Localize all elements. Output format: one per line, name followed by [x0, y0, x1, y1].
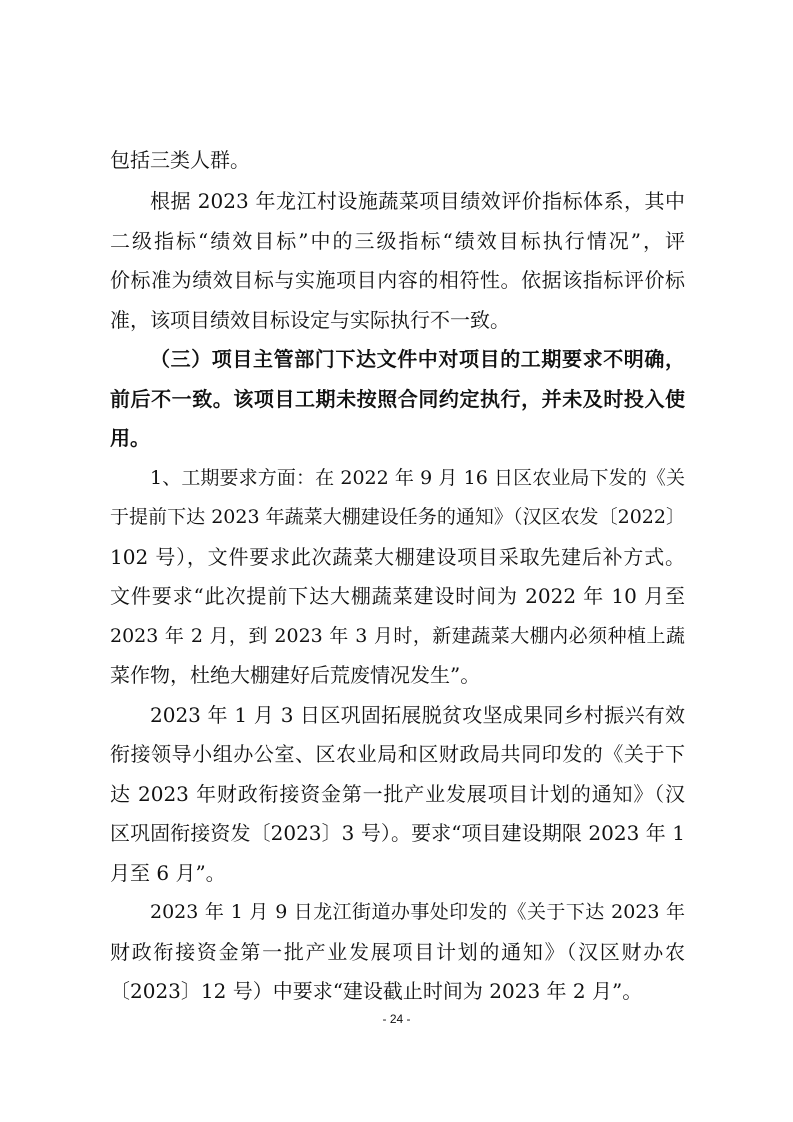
text-line-21: 财政衔接资金第一批产业发展项目计划的通知》（汉区财办农: [110, 940, 685, 964]
text-line-18: 区巩固衔接资发〔2023〕3 号）。要求“项目建设期限 2023 年 1: [110, 821, 685, 845]
text-line-4: 价标准为绩效目标与实施项目内容的相符性。依据该指标评价标: [110, 268, 685, 292]
text-line-14: 菜作物，杜绝大棚建好后荒废情况发生”。: [110, 663, 481, 687]
text-line-20: 2023 年 1 月 9 日龙江街道办事处印发的《关于下达 2023 年: [150, 901, 685, 923]
section-heading-3-cont: 前后不一致。该项目工期未按照合同约定执行，并未及时投入使: [110, 387, 685, 411]
text-line-10: 于提前下达 2023 年蔬菜大棚建设任务的通知》（汉区农发〔2022〕: [110, 506, 685, 528]
text-line-22: 〔2023〕12 号）中要求“建设截止时间为 2023 年 2 月”。: [110, 979, 643, 1003]
text-line-3: 二级指标“绩效目标”中的三级指标“绩效目标执行情况”，评: [110, 229, 685, 253]
text-line-17: 达 2023 年财政衔接资金第一批产业发展项目计划的通知》（汉: [110, 782, 685, 806]
page-number: - 24 -: [382, 1012, 411, 1026]
section-heading-3: （三）项目主管部门下达文件中对项目的工期要求不明确，: [150, 347, 685, 371]
text-line-16: 衔接领导小组办公室、区农业局和区财政局共同印发的《关于下: [110, 742, 685, 766]
text-line-2: 根据 2023 年龙江村设施蔬菜项目绩效评价指标体系，其中: [150, 189, 685, 213]
text-line-15: 2023 年 1 月 3 日区巩固拓展脱贫攻坚成果同乡村振兴有效: [150, 703, 685, 727]
text-line-13: 2023 年 2 月，到 2023 年 3 月时，新建蔬菜大棚内必须种植上蔬: [110, 625, 685, 647]
text-line-11: 102 号），文件要求此次蔬菜大棚建设项目采取先建后补方式。: [110, 545, 685, 569]
text-line-9: 1、工期要求方面：在 2022 年 9 月 16 日区农业局下发的《关: [150, 467, 685, 489]
text-line-1: 包括三类人群。: [110, 148, 250, 172]
text-line-5: 准，该项目绩效目标设定与实际执行不一致。: [110, 308, 510, 332]
text-line-12: 文件要求“此次提前下达大棚蔬菜建设时间为 2022 年 10 月至: [110, 584, 685, 608]
section-heading-3-end: 用。: [110, 426, 150, 450]
text-line-19: 月至 6 月”。: [110, 861, 226, 885]
